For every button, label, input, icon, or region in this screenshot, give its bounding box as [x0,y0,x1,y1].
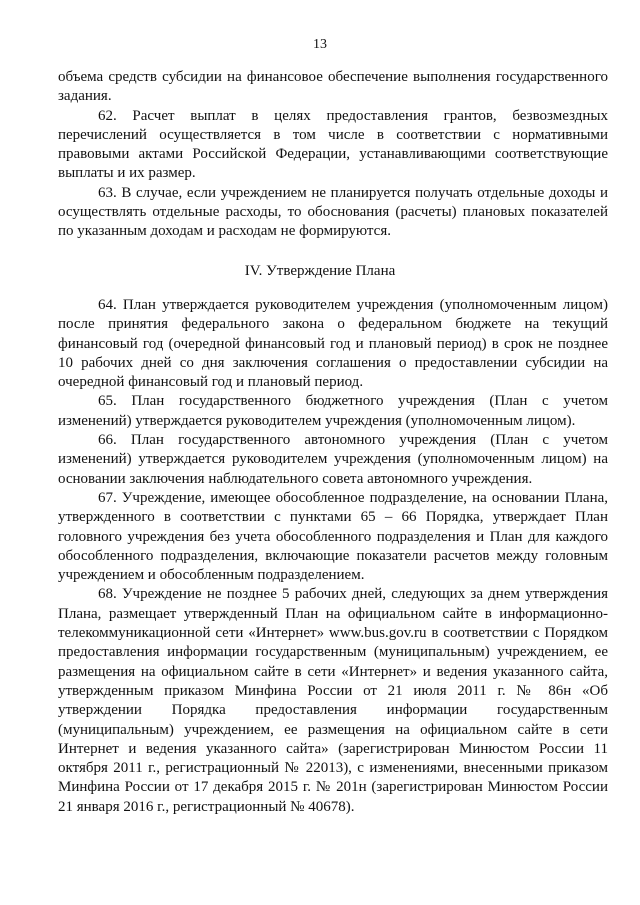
paragraph-65: 65. План государственного бюджетного учреждения (План с учетом изменений) утверждается руководителем учреждения (уполномоченным лицом). [58,393,608,429]
section-heading: IV. Утверждение Плана [244,263,396,279]
paragraph-67: 67. Учреждение, имеющее обособленное подразделение, на основании Плана, утвержденного в соответствии с пунктами 65 – 66 Порядка, утверждает План головного учреждения без учета обособленного подразделения и План для каждого обособленного подразделения, включающие показатели расчетов между головным учреждением и обособленным подразделением. [58,489,608,584]
paragraph-62: 62. Расчет выплат в целях предоставления грантов, безвозмездных перечислений осуществляется в том числе в соответствии с нормативными правовыми актами Российской Федерации, устанавливающими соответствующие выплаты и их размер. [58,107,608,182]
paragraph-68: 68. Учреждение не позднее 5 рабочих дней, следующих за днем утверждения Плана, размещает утвержденный План на официальном сайте в информационно-телекоммуникационной сети «Интернет» www.bus.gov.ru в соответствии с Порядком предоставления информации государственным (муниципальным) учреждением, ее размещения на официальном сайте в сети «Интернет» и ведения указанного сайта, утвержденным приказом Минфина России от 21 июля 2011 г. № 86н «Об утверждении Порядка предоставления информации государственным (муниципальным) учреждением, ее размещения на официальном сайте в сети Интернет и ведения указанного сайта» (зарегистрирован Минюстом России 11 октября 2011 г., регистрационный № 22013), с изменениями, внесенными приказом Минфина России от 17 декабря 2015 г. № 201н (зарегистрирован Минюстом России 21 января 2016 г., регистрационный № 40678). [58,586,608,815]
paragraph-66: 66. План государственного автономного учреждения (План с учетом изменений) утверждается руководителем учреждения (уполномоченным лицом) на основании заключения наблюдательного совета автономного учреждения. [58,432,608,487]
section-text-block [58,296,608,817]
paragraph-63: 63. В случае, если учреждением не планируется получать отдельные доходы и осуществлять отдельные расходы, то обоснования (расчеты) плановых показателей по указанным доходам и расходам не формируются. [58,184,608,240]
paragraph-continuation: объема средств субсидии на финансовое обеспечение выполнения государственного задания. [58,69,608,105]
paragraph-64: 64. План утверждается руководителем учреждения (уполномоченным лицом) после принятия федерального закона о федеральном бюджете на текущий финансовый год (очередной финансовый год и плановый период) в срок не позднее 10 рабочих дней со дня заключения соглашения о предоставлении субсидии на очередной финансовый год и плановый период. [58,297,608,391]
top-text-block [58,68,608,242]
page-number: 13 [313,37,327,52]
